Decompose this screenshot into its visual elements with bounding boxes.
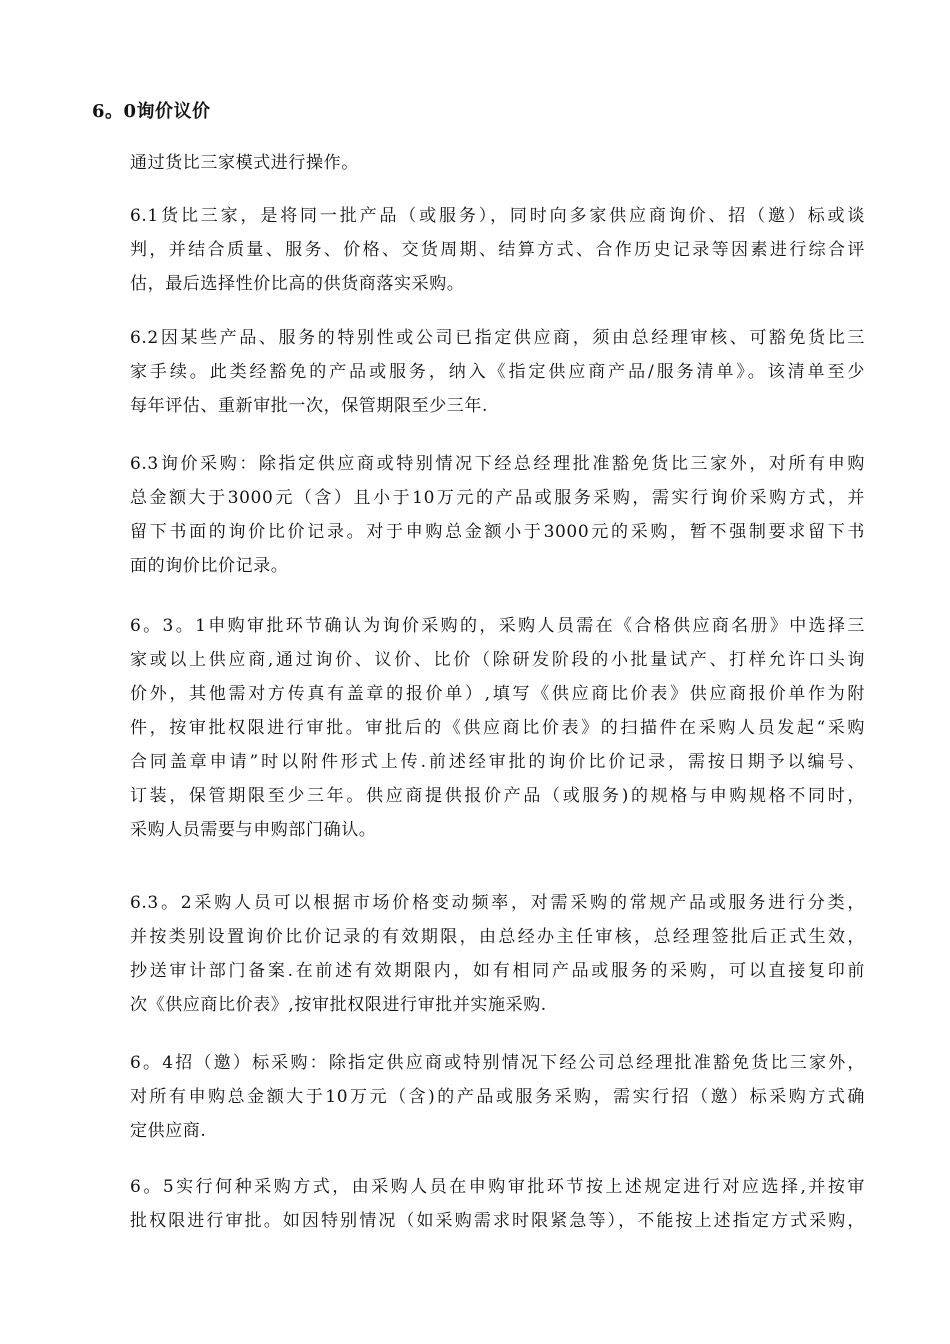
paragraph-line: 每年评估、重新审批一次，保管期限至少三年. (130, 396, 489, 416)
paragraph-line: 抄送审计部门备案.在前述有效期限内，如有相同产品或服务的采购，可以直接复印前 (130, 961, 865, 981)
paragraph-line: 留下书面的询价比价记录。对于申购总金额小于3000元的采购，暂不强制要求留下书 (130, 522, 865, 542)
paragraph-line: 总金额大于3000元（含）且小于10万元的产品或服务采购，需实行询价采购方式，并 (130, 488, 865, 508)
section-heading: 6。0询价议价 (92, 101, 211, 122)
paragraph-line: 6。5实行何种采购方式，由采购人员在申购审批环节按上述规定进行对应选择,并按审 (130, 1177, 865, 1197)
paragraph-6-3 (130, 447, 865, 583)
paragraph-line: 价外，其他需对方传真有盖章的报价单）,填写《供应商比价表》供应商报价单作为附 (130, 684, 865, 704)
paragraph-6-5 (130, 1170, 865, 1238)
paragraph-line: 对所有申购总金额大于10万元（含)的产品或服务采购，需实行招（邀）标采购方式确 (130, 1087, 865, 1107)
paragraph-6-3-2 (130, 886, 865, 1022)
paragraph-6-2 (130, 321, 865, 423)
paragraph-line: 合同盖章申请”时以附件形式上传.前述经审批的询价比价记录，需按日期予以编号、 (130, 752, 865, 772)
paragraph-line: 估，最后选择性价比高的供货商落实采购。 (130, 274, 465, 294)
paragraph-line: 面的询价比价记录。 (130, 556, 289, 576)
paragraph-line: 6。4招（邀）标采购：除指定供应商或特别情况下经公司总经理批准豁免货比三家外， (130, 1053, 865, 1073)
paragraph-line: 订装，保管期限至少三年。供应商提供报价产品（或服务)的规格与申购规格不同时， (130, 786, 865, 806)
paragraph-line: 件，按审批权限进行审批。审批后的《供应商比价表》的扫描件在采购人员发起“采购 (130, 718, 865, 738)
paragraph-line: 家或以上供应商,通过询价、议价、比价（除研发阶段的小批量试产、打样允许口头询 (130, 650, 865, 670)
paragraph-intro (130, 146, 865, 180)
paragraph-line: 6。3。1申购审批环节确认为询价采购的，采购人员需在《合格供应商名册》中选择三 (130, 616, 865, 636)
paragraph-line: 采购人员需要与申购部门确认。 (130, 820, 377, 840)
paragraph-6-1 (130, 199, 865, 301)
paragraph-line: 6.1货比三家，是将同一批产品（或服务），同时向多家供应商询价、招（邀）标或谈 (130, 206, 865, 226)
paragraph-line: 定供应商. (130, 1121, 207, 1141)
paragraph-line: 次《供应商比价表》,按审批权限进行审批并实施采购. (130, 995, 547, 1015)
paragraph-line: 批权限进行审批。如因特别情况（如采购需求时限紧急等），不能按上述指定方式采购， (130, 1211, 865, 1231)
paragraph-line: 判，并结合质量、服务、价格、交货周期、结算方式、合作历史记录等因素进行综合评 (130, 240, 865, 260)
paragraph-line: 并按类别设置询价比价记录的有效期限，由总经办主任审核，总经理签批后正式生效， (130, 927, 865, 947)
paragraph-6-4 (130, 1046, 865, 1148)
paragraph-line: 通过货比三家模式进行操作。 (130, 153, 359, 173)
paragraph-line: 家手续。此类经豁免的产品或服务，纳入《指定供应商产品/服务清单》。该清单至少 (130, 362, 865, 382)
paragraph-line: 6.2因某些产品、服务的特别性或公司已指定供应商，须由总经理审核、可豁免货比三 (130, 328, 865, 348)
paragraph-6-3-1 (130, 609, 865, 847)
paragraph-line: 6.3询价采购：除指定供应商或特别情况下经总经理批准豁免货比三家外，对所有申购 (130, 454, 865, 474)
paragraph-line: 6.3。2采购人员可以根据市场价格变动频率，对需采购的常规产品或服务进行分类， (130, 893, 865, 913)
